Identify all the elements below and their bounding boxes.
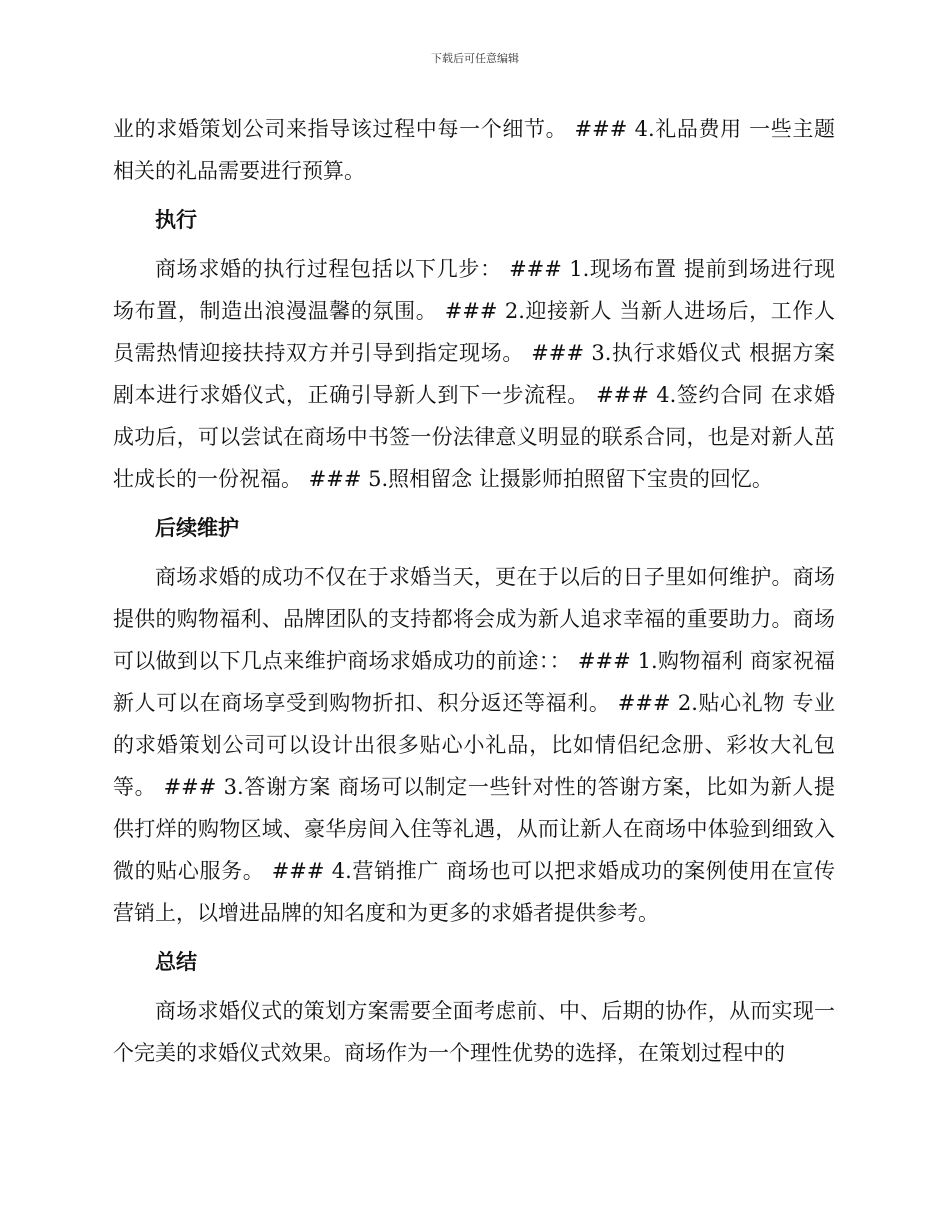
page-header: 下载后可任意编辑	[431, 52, 519, 65]
document-body	[113, 108, 835, 1074]
section-heading-summary: 总结	[155, 950, 197, 974]
section-heading-maintenance: 后续维护	[155, 516, 239, 540]
intro-paragraph: 业的求婚策划公司来指导该过程中每一个细节。 ### 4.礼品费用 一些主题相关的礼品需要进行预算。	[113, 117, 835, 183]
section-paragraph-execution: 商场求婚的执行过程包括以下几步： ### 1.现场布置 提前到场进行现场布置，制造出浪漫温馨的氛围。 ### 2.迎接新人 当新人进场后，工作人员需热情迎接扶持双方并引导到指定现场。 ### 3.执行求婚仪式 根据方案剧本进行求婚仪式，正确引导新人到下一步流程。 ### 4.签约合同 在求婚成功后，可以尝试在商场中书签一份法律意义明显的联系合同，也是对新人茁壮成长的一份祝福。 ### 5.照相留念 让摄影师拍照留下宝贵的回忆。	[113, 257, 835, 491]
section-paragraph-summary: 商场求婚仪式的策划方案需要全面考虑前、中、后期的协作，从而实现一个完美的求婚仪式效果。商场作为一个理性优势的选择，在策划过程中的	[113, 999, 835, 1065]
section-heading-execution: 执行	[155, 208, 197, 232]
section-paragraph-maintenance: 商场求婚的成功不仅在于求婚当天，更在于以后的日子里如何维护。商场提供的购物福利、品牌团队的支持都将会成为新人追求幸福的重要助力。商场可以做到以下几点来维护商场求婚成功的前途：： ### 1.购物福利 商家祝福 新人可以在商场享受到购物折扣、积分返还等福利。 ### 2.贴心礼物 专业的求婚策划公司可以设计出很多贴心小礼品，比如情侣纪念册、彩妆大礼包等。 ### 3.答谢方案 商场可以制定一些针对性的答谢方案，比如为新人提供打烊的购物区域、豪华房间入住等礼遇，从而让新人在商场中体验到细致入微的贴心服务。 ### 4.营销推广 商场也可以把求婚成功的案例使用在宣传营销上，以增进品牌的知名度和为更多的求婚者提供参考。	[113, 565, 835, 925]
